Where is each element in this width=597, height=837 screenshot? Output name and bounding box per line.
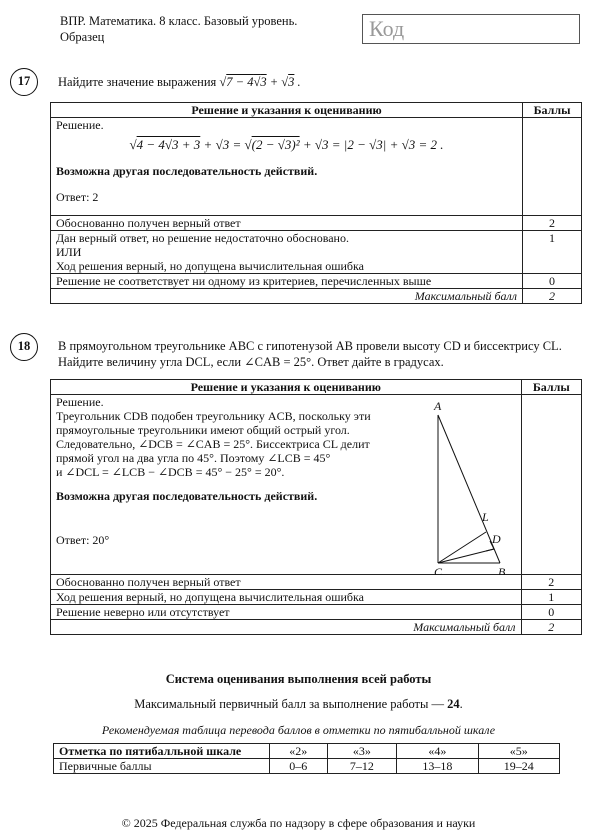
system-max-value: 24 [447,697,460,711]
label-b: B [498,565,506,575]
task-17-alt: Возможна другая последовательность действий. [56,164,318,178]
task-17-max-label: Максимальный балл [51,289,523,304]
triangle-figure [430,395,526,575]
task-17-row-text: Решение не соответствует ни одному из критериев, перечисленных выше [51,274,523,289]
system-max: Максимальный первичный балл за выполнение работы — 24. [134,697,463,711]
label-c: C [434,565,443,575]
task-17-table [50,102,582,304]
header-subtitle: Образец [60,30,105,44]
task-18-row-text: Решение неверно или отсутствует [51,605,522,620]
task-17-head-points: Баллы [523,103,582,118]
task-18-table [50,379,582,635]
task-18-max-label: Максимальный балл [51,620,522,635]
bisector-cl [438,532,486,563]
task-18-max-points: 2 [521,620,582,635]
task-18-head-points: Баллы [521,380,582,395]
task-18-row-points: 2 [521,575,582,590]
task-18-row-points: 1 [521,590,582,605]
task-17-row-text: Обоснованно получен верный ответ [51,216,523,231]
task-17-prompt [58,74,301,90]
task-18-row-points: 0 [521,605,582,620]
task-17-formula: √4 − 4√3 + 3 + √3 = √(2 − √3)² + √3 = |2 − √3| + √3 = 2 . [129,137,444,152]
task-18-figure-cell [434,395,521,575]
label-d: D [492,532,502,546]
task-18-alt: Возможна другая последовательность действий. [56,489,318,503]
grade-table-head: Отметка по пятибалльной шкале «2» «3» «4» «5» [54,744,560,759]
task-18-number: 18 [10,333,38,361]
task-17-answer: Ответ: 2 [56,190,99,204]
task-18-solution: Решение. Треугольник CDB подобен треугольнику ACB, поскольку эти прямоугольные треугольники имеют общий острый угол. Следовательно, ∠DCB = ∠CAB = 25°. Биссектриса CL делит прямой угол на два угла по 45°. Поэтому ∠LCB = 45° и ∠DCL = ∠LCB − ∠DCB = 45° − 25° = 20°. Возможна другая последовательность действий. Ответ: 20° [51,395,439,575]
label-a: A [434,399,442,413]
task-17-row-points: 2 [523,216,582,231]
task-18-head-solution: Решение и указания к оцениванию [51,380,522,395]
task-17-solution [51,118,523,216]
code-field[interactable]: Код [362,14,580,44]
height-cd [438,549,494,563]
task-18-prompt-line: Найдите величину угла DCL, если ∠CAB = 25°. Ответ дайте в градусах. [58,355,444,369]
task-18-prompt-line: В прямоугольном треугольнике ABC с гипотенузой AB провели высоту CD и биссектрису CL. [58,339,562,353]
task-18-row-text: Обоснованно получен верный ответ [51,575,522,590]
task-17-max-points: 2 [523,289,582,304]
label-l: L [482,510,490,524]
document-header [60,13,297,45]
grade-table-row: Первичные баллы 0–6 7–12 13–18 19–24 [54,759,560,774]
task-18-row-text: Ход решения верный, но допущена вычислительная ошибка [51,590,522,605]
task-17-row-points: 0 [523,274,582,289]
grade-table [53,743,560,774]
side-ab [438,415,500,563]
footer-copyright: © 2025 Федеральная служба по надзору в сфере образования и науки [121,816,476,830]
task-17-row-points: 1 [523,231,582,274]
system-recommend: Рекомендуемая таблица перевода баллов в отметки по пятибалльной шкале [101,723,496,737]
task-17-expression: √7 − 4√3 + √3 . [219,75,301,89]
task-18-answer: Ответ: 20° [56,533,110,547]
task-17-prompt-text: Найдите значение выражения [58,75,217,89]
system-title: Система оценивания выполнения всей работы [165,672,432,686]
task-17-solution-word: Решение. [56,118,104,132]
task-17-radicand: 7 − 4√3 [226,75,267,89]
task-18-prompt [58,338,583,370]
header-title: ВПР. Математика. 8 класс. Базовый уровень. [60,14,298,28]
task-17-row-text: Дан верный ответ, но решение недостаточно обосновано. ИЛИ Ход решения верный, но допущена вычислительная ошибка [51,231,523,274]
task-17-number: 17 [10,68,38,96]
task-17-head-solution: Решение и указания к оцениванию [51,103,523,118]
